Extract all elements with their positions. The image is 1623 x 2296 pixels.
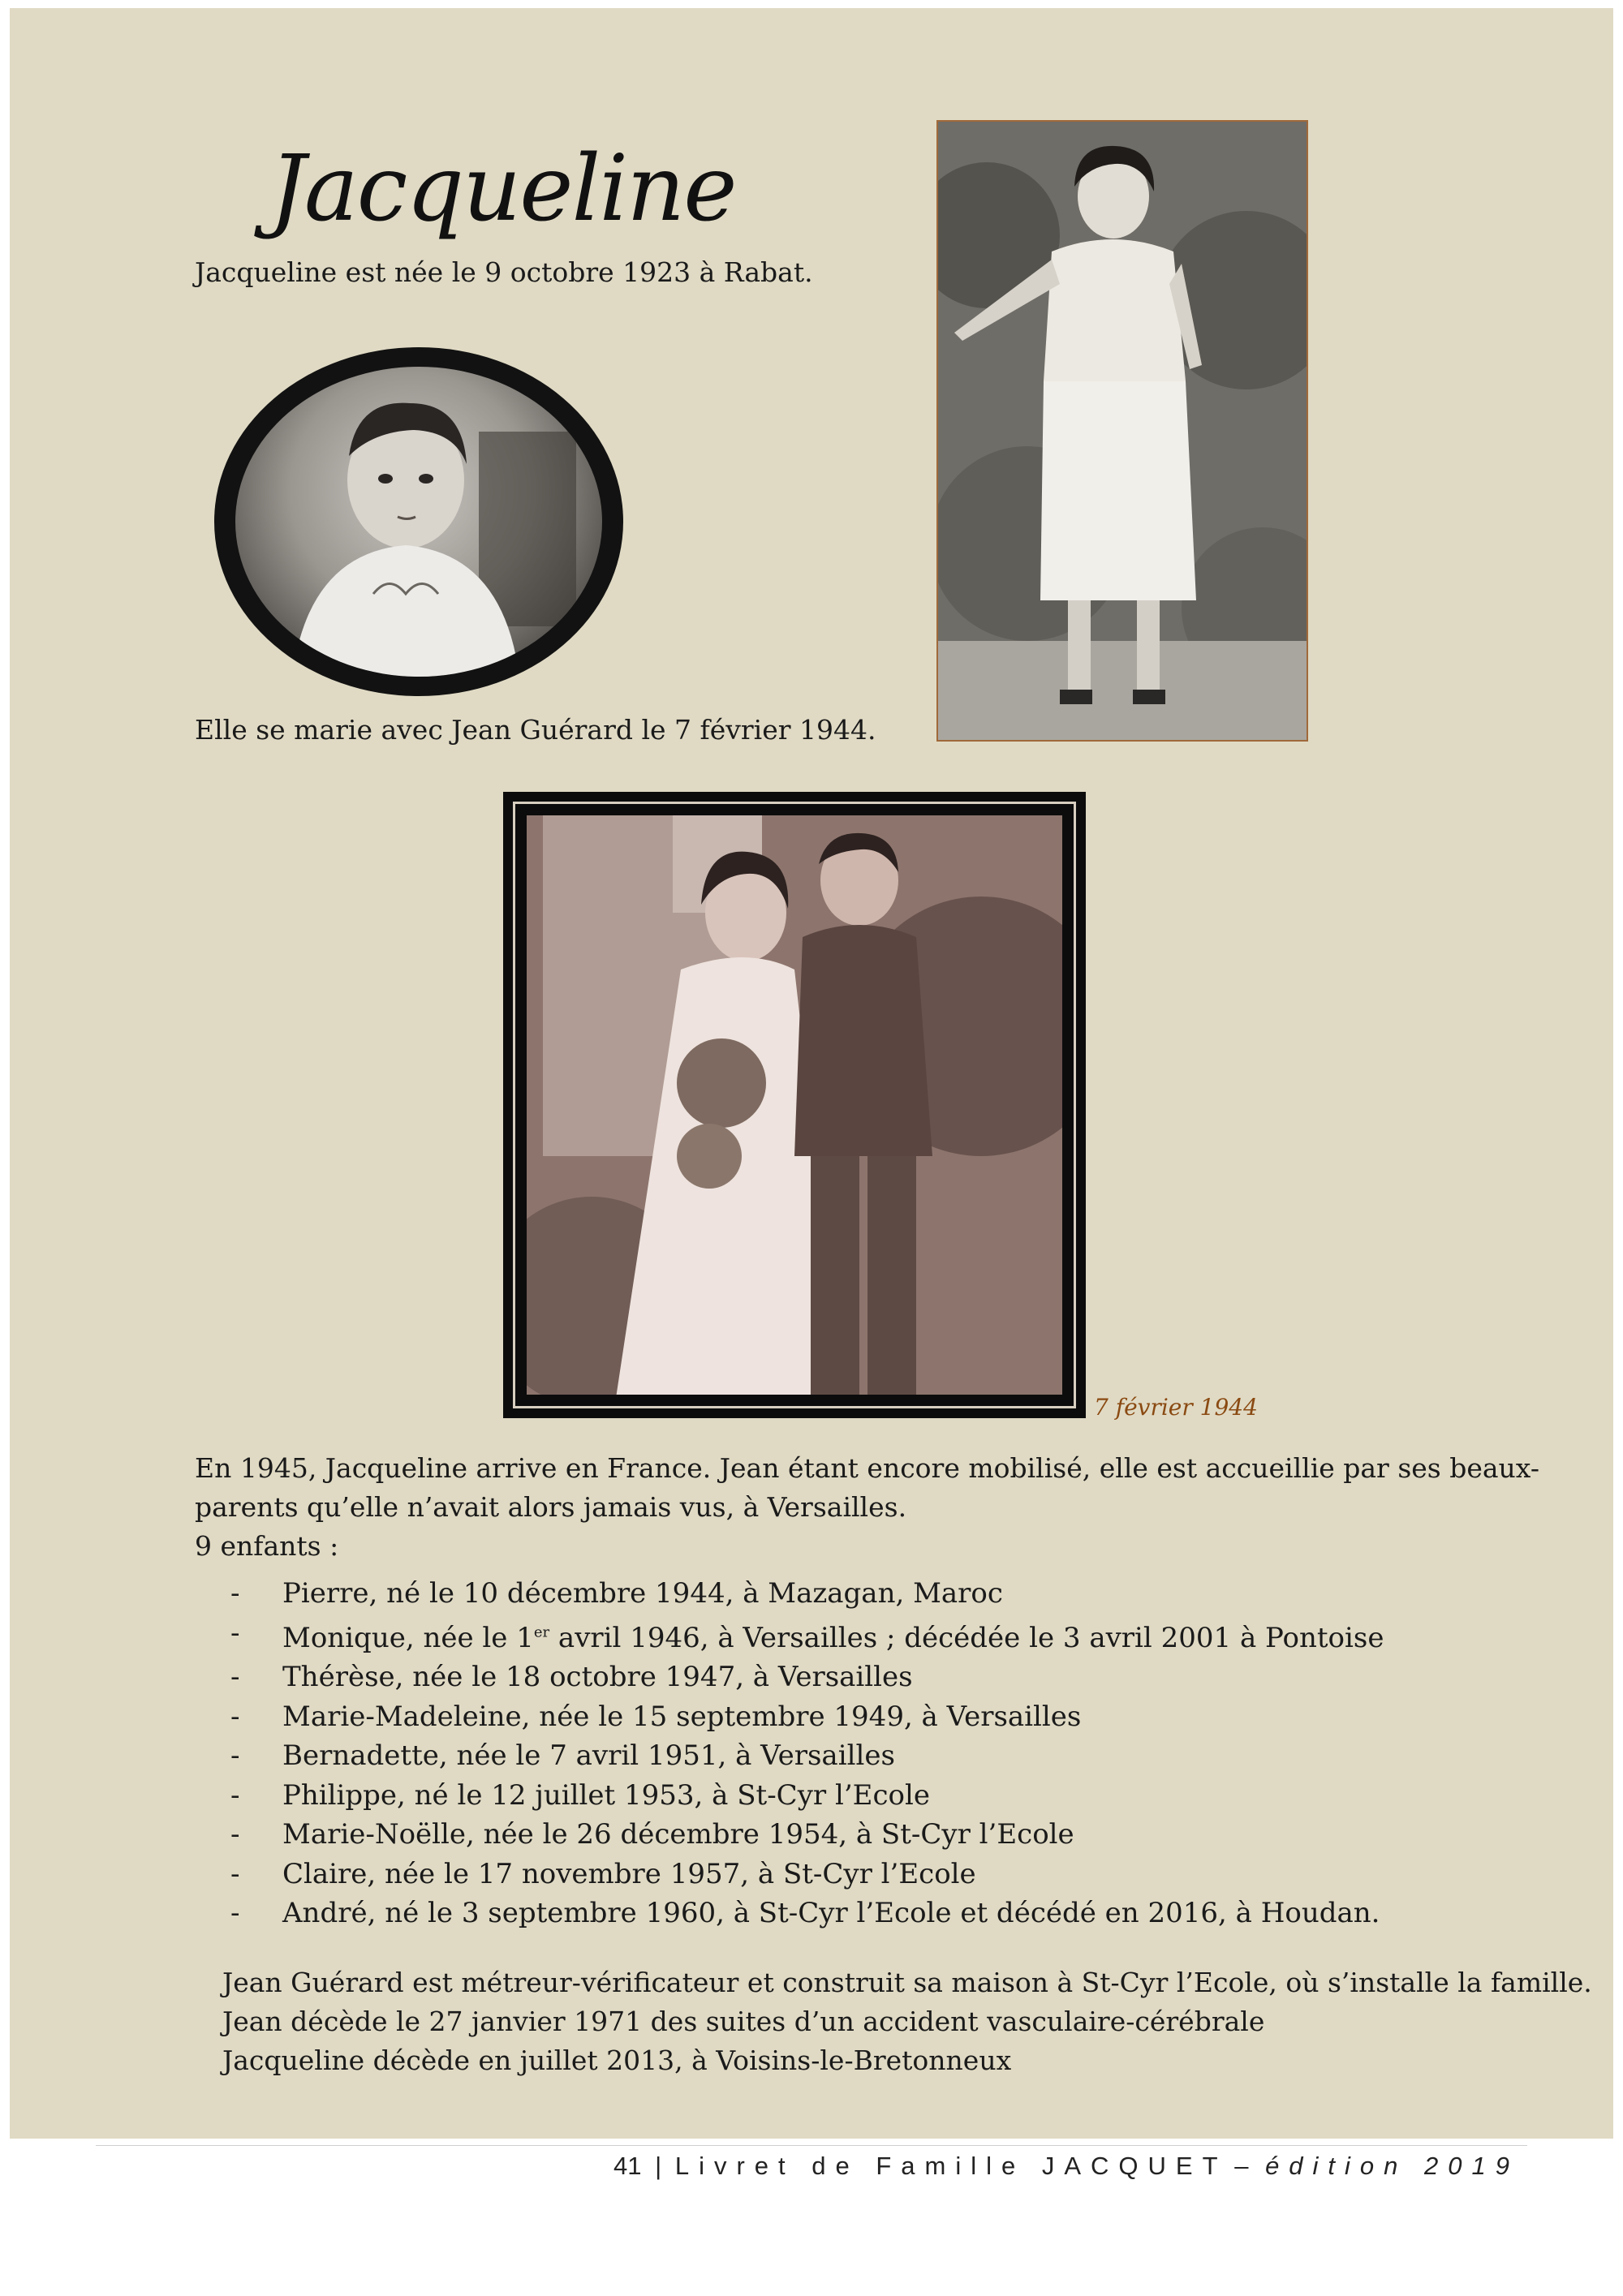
page-footer — [613, 2152, 1519, 2181]
list-item: - André, né le 3 septembre 1960, à St-Cyr l’Ecole et décédé en 2016, à Houdan. — [230, 1897, 1380, 1930]
children-heading: 9 enfants : — [195, 1530, 339, 1562]
list-item: - Pierre, né le 10 décembre 1944, à Mazagan, Maroc — [230, 1577, 1003, 1610]
photo-caption: 7 février 1944 — [1094, 1394, 1258, 1421]
wedding-photo — [503, 792, 1086, 1418]
closing-line-2: Jean décède le 27 janvier 1971 des suites d’un accident vasculaire-cérébrale — [222, 2006, 1265, 2037]
footer-dash: – — [1234, 2152, 1259, 2180]
intro-text: Jacqueline est née le 9 octobre 1923 à Rabat. — [195, 256, 813, 288]
footer-divider — [96, 2145, 1527, 2146]
page-title: Jacqueline — [269, 136, 736, 242]
list-item: - Marie-Madeleine, née le 15 septembre 1949, à Versailles — [230, 1700, 1082, 1733]
standing-portrait-photo — [936, 120, 1308, 742]
marriage-text: Elle se marie avec Jean Guérard le 7 février 1944. — [195, 714, 876, 746]
edition-label: édition 2019 — [1265, 2152, 1519, 2180]
paragraph-arrival-line2: parents qu’elle n’avait alors jamais vus, à Versailles. — [195, 1491, 907, 1523]
childhood-portrait-photo — [214, 347, 623, 696]
page-sheet — [10, 8, 1613, 2139]
footer-separator: | — [655, 2152, 662, 2180]
list-item: - Claire, née le 17 novembre 1957, à St-Cyr l’Ecole — [230, 1857, 976, 1890]
list-item: - Bernadette, née le 7 avril 1951, à Versailles — [230, 1739, 895, 1773]
closing-line-3: Jacqueline décède en juillet 2013, à Voisins-le-Bretonneux — [222, 2044, 1012, 2076]
list-item: - Thérèse, née le 18 octobre 1947, à Versailles — [230, 1661, 913, 1694]
page-number: 41 — [613, 2152, 642, 2180]
book-title: Livret de Famille JACQUET — [674, 2152, 1228, 2180]
list-item: - Philippe, né le 12 juillet 1953, à St-Cyr l’Ecole — [230, 1778, 930, 1812]
paragraph-arrival-line1: En 1945, Jacqueline arrive en France. Jean étant encore mobilisé, elle est accueillie par ses beaux- — [195, 1452, 1539, 1484]
closing-line-1: Jean Guérard est métreur-vérificateur et construit sa maison à St-Cyr l’Ecole, où s’installe la famille. — [222, 1967, 1592, 1998]
children-list — [230, 1574, 1384, 1933]
list-item: - Monique, née le 1er avril 1946, à Versailles ; décédée le 3 avril 2001 à Pontoise — [230, 1616, 1384, 1654]
list-item: - Marie-Noëlle, née le 26 décembre 1954, à St-Cyr l’Ecole — [230, 1818, 1074, 1851]
